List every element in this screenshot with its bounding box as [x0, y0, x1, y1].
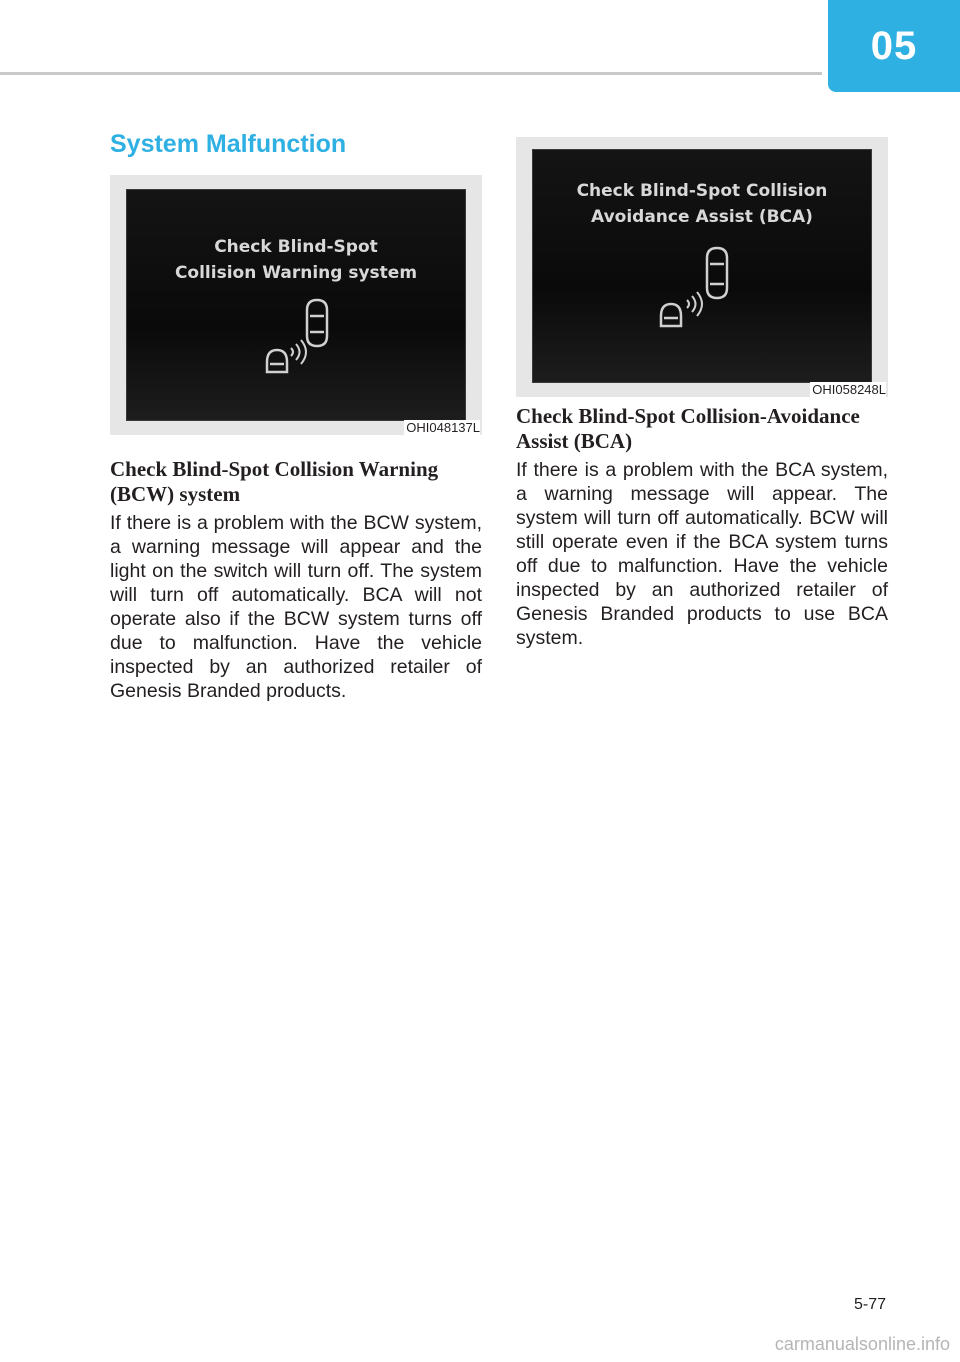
bca-body: If there is a problem with the BCA system, a warning message will appear. The system will turn off automatically. BCW will still operate even if the BCA system turns off due to malfunction. Have the vehicle inspected by an authorized retailer of Genesis Branded products to use BCA system. [516, 459, 888, 649]
cluster-message [127, 234, 465, 286]
blind-spot-cars-icon [655, 246, 735, 330]
blind-spot-cars-icon [263, 298, 333, 378]
figure-bcw-warning [110, 175, 482, 435]
figure-code: OHI048137L [406, 420, 480, 435]
page-number: 5-77 [853, 1296, 886, 1313]
chapter-tab [828, 0, 960, 92]
cluster-message-line1: Check Blind-Spot Collision [576, 181, 828, 201]
cluster-message-line1: Check Blind-Spot [214, 237, 378, 257]
header-rule [0, 72, 822, 75]
cluster-display [126, 189, 466, 421]
cluster-message-line2: Collision Warning system [174, 263, 418, 283]
figure-bca-warning [516, 137, 888, 397]
bcw-heading: Check Blind-Spot Collision Warning (BCW) system [110, 457, 439, 506]
cluster-message-line2: Avoidance Assist (BCA) [591, 207, 813, 227]
bca-heading: Check Blind-Spot Collision-Avoidance Assist (BCA) [516, 404, 860, 453]
figure-code: OHI058248L [812, 382, 886, 397]
cluster-display [532, 149, 872, 383]
watermark: carmanualsonline.info [774, 1334, 950, 1354]
chapter-number: 05 [870, 23, 918, 68]
cluster-message [533, 178, 871, 230]
bcw-body: If there is a problem with the BCW system, a warning message will appear and the light on the switch will turn off. The system will turn off automatically. BCA will not operate also if the BCW system turns off due to malfunction. Have the vehicle inspected by an authorized retailer of Genesis Branded products. [110, 512, 482, 702]
section-title: System Malfunction [110, 130, 347, 158]
